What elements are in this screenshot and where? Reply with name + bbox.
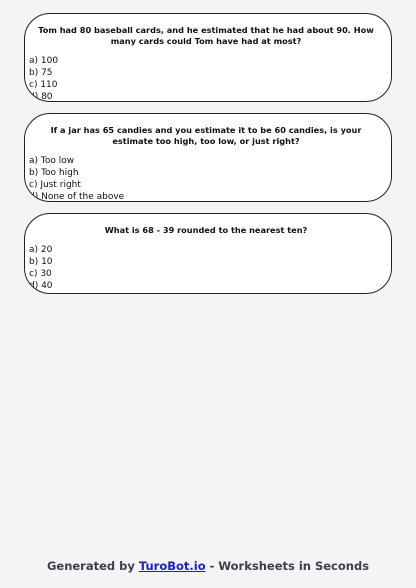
footer-suffix: - Worksheets in Seconds (205, 559, 370, 573)
question-card-2 (24, 113, 392, 202)
question-card-1 (24, 13, 392, 102)
footer-prefix: Generated by (46, 559, 139, 573)
answer-option: b) Too high (29, 168, 79, 178)
worksheet (24, 13, 392, 305)
answer-options (29, 244, 383, 292)
answer-options (29, 155, 383, 202)
answer-option: d) None of the above (29, 192, 125, 202)
answer-option: b) 10 (29, 256, 53, 267)
answer-options (29, 55, 383, 102)
answer-option: c) 30 (29, 268, 52, 279)
turobot-link[interactable]: TuroBot.io (138, 559, 206, 573)
answer-option: b) 75 (29, 68, 53, 78)
question-text: Tom had 80 baseball cards, and he estimated that he had about 90. How many cards could Tom have had at most? (38, 25, 374, 46)
answer-option: c) Just right (29, 180, 81, 190)
answer-option: d) 40 (29, 280, 53, 291)
footer (0, 559, 416, 573)
question-card-3 (24, 213, 392, 294)
answer-option: c) 110 (29, 80, 58, 90)
question-text: If a jar has 65 candies and you estimate it to be 60 candies, is your estimate too high, too low, or just right? (50, 125, 362, 146)
answer-option: d) 80 (29, 92, 53, 102)
answer-option: a) 20 (29, 244, 53, 255)
question-text: What is 68 - 39 rounded to the nearest ten? (104, 225, 308, 235)
answer-option: a) Too low (29, 156, 75, 166)
answer-option: a) 100 (29, 56, 59, 66)
